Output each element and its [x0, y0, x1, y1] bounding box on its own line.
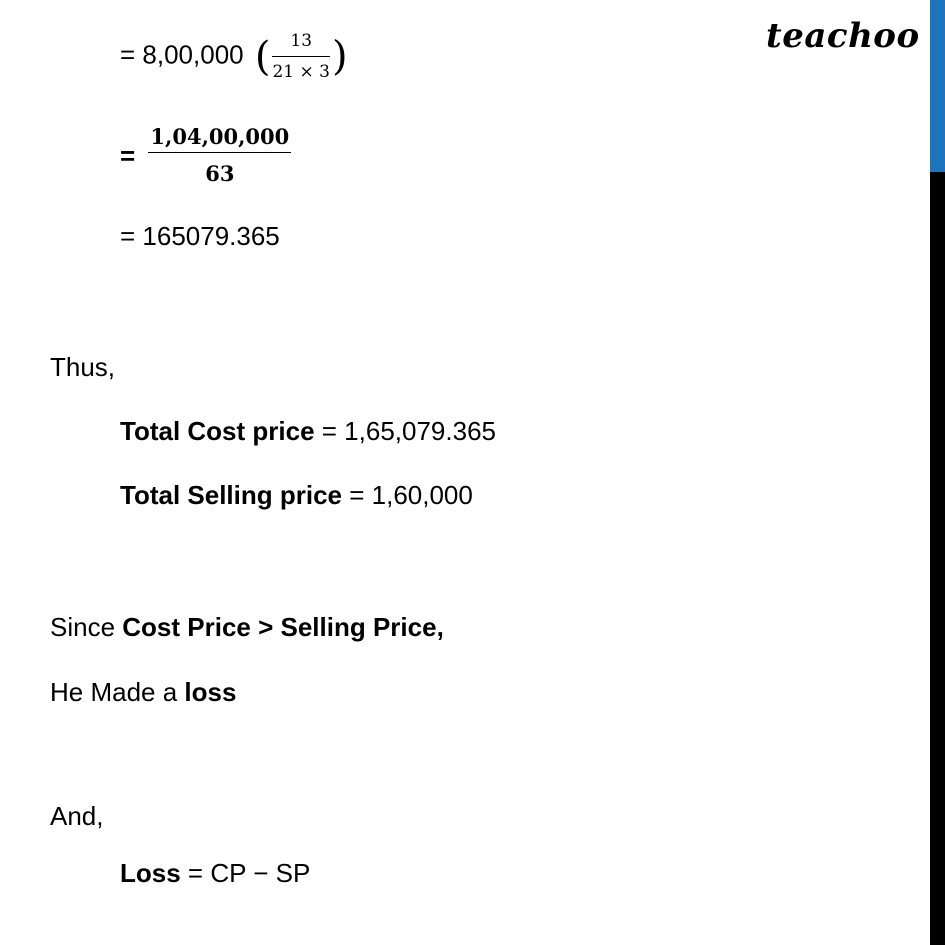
close-paren: )	[331, 33, 348, 80]
made-prefix: He Made a	[50, 677, 185, 707]
and-text: And,	[50, 801, 104, 831]
step-1-denominator: 21 × 3	[272, 62, 330, 82]
cost-price-value: = 1,65,079.365	[314, 416, 496, 446]
right-sidebar	[930, 0, 945, 945]
step-1-fraction	[272, 26, 330, 87]
step-2-numerator: 1,04,00,000	[150, 124, 290, 149]
made-emphasis: loss	[184, 677, 237, 707]
loss-value: = CP − SP	[180, 858, 311, 888]
step-2-line	[120, 122, 291, 189]
since-emphasis: Cost Price > Selling Price,	[122, 612, 444, 642]
cost-price-label: Total Cost price	[120, 416, 315, 446]
selling-price-label: Total Selling price	[120, 480, 343, 510]
step-1-line	[120, 26, 348, 87]
sidebar-accent	[930, 0, 945, 172]
step-1-numerator: 13	[290, 31, 313, 51]
thus-text: Thus,	[50, 352, 116, 382]
loss-formula-line	[120, 858, 310, 888]
loss-label: Loss	[120, 858, 181, 888]
since-prefix: Since	[50, 612, 123, 642]
selling-price-value: = 1,60,000	[342, 480, 473, 510]
open-paren: (	[254, 33, 271, 80]
selling-price-line	[120, 480, 473, 510]
step-2-denominator: 63	[205, 161, 235, 186]
step-2-prefix: =	[120, 140, 136, 171]
step-3-line: = 165079.365	[120, 221, 280, 251]
cost-price-line	[120, 416, 496, 446]
teachoo-logo: teachoo	[766, 16, 920, 56]
since-line	[50, 612, 444, 642]
step-2-fraction	[148, 122, 291, 189]
made-loss-line	[50, 677, 236, 707]
step-1-prefix: = 8,00,000	[120, 39, 244, 70]
